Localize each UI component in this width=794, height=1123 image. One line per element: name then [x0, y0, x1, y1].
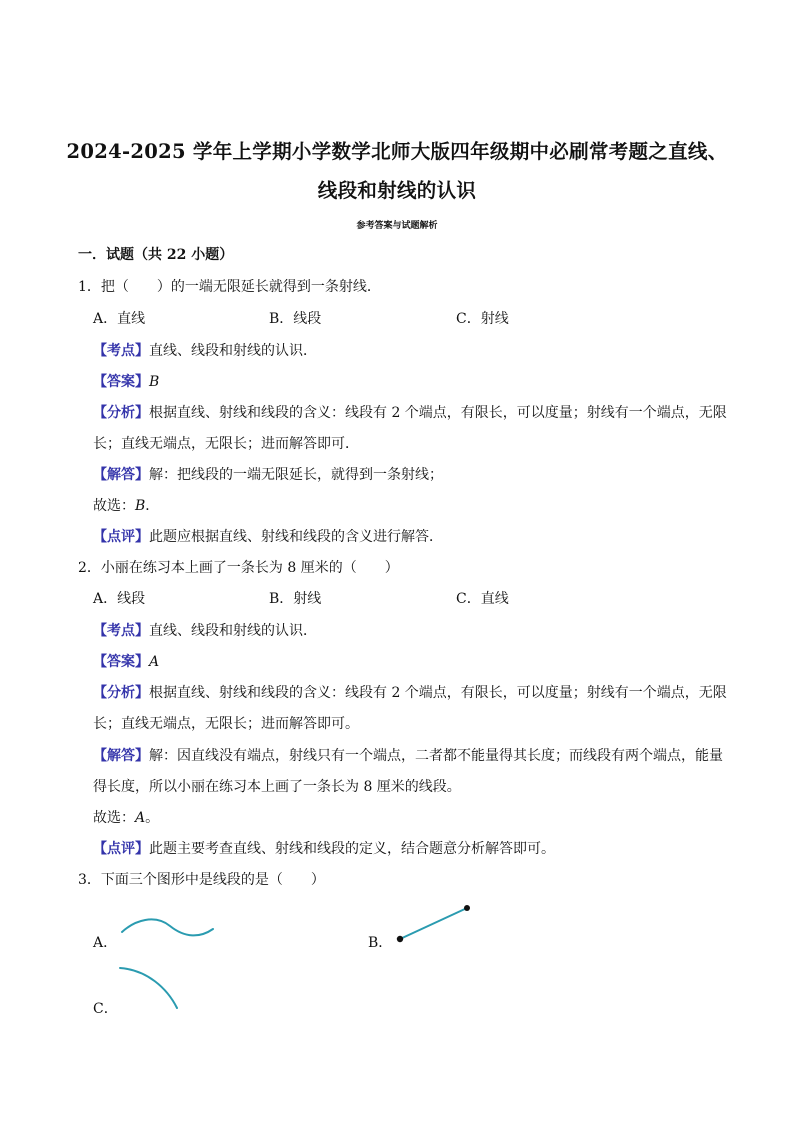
- q3-option-b: B．: [368, 935, 393, 951]
- q2-solution-line-2: 得长度，所以小丽在练习本上画了一条长为 8 厘米的线段。: [93, 779, 461, 795]
- kaodian-label: 【考点】: [93, 623, 149, 639]
- q1-analysis-text-1: 根据直线、射线和线段的含义：线段有 2 个端点，有限长，可以度量；射线有一个端点，无限: [149, 405, 727, 421]
- q1-analysis-line-1: [93, 403, 727, 423]
- q2-choice-suffix: 。: [145, 810, 160, 826]
- q2-choice: [93, 808, 159, 828]
- q2-choice-prefix: 故选：: [93, 810, 135, 826]
- fenxi-label: 【分析】: [93, 405, 149, 421]
- q1-choice-value: B: [135, 498, 146, 514]
- document-subtitle: 参考答案与试题解析: [356, 221, 438, 231]
- q3-option-a: A．: [93, 935, 118, 951]
- daan-label: 【答案】: [93, 654, 149, 670]
- fenxi-label: 【分析】: [93, 685, 149, 701]
- q2-kaodian-text: 直线、线段和射线的认识．: [149, 623, 317, 639]
- q1-solution: [93, 465, 443, 485]
- q2-solution-line-1: [93, 746, 723, 766]
- curve-figure-c: [112, 960, 188, 1016]
- daan-label: 【答案】: [93, 374, 149, 390]
- q2-answer-value: A: [149, 654, 160, 670]
- q2-stem: 2．小丽在练习本上画了一条长为 8 厘米的（ ）: [78, 560, 399, 576]
- q2-option-c: C．直线: [456, 591, 509, 607]
- q2-option-b: B．射线: [269, 591, 322, 607]
- q1-option-c: C．射线: [456, 311, 509, 327]
- q2-answer: [93, 652, 159, 672]
- q1-comment-text: 此题应根据直线、射线和线段的含义进行解答．: [149, 529, 443, 545]
- q2-solution-text-1: 解：因直线没有端点，射线只有一个端点，二者都不能量得其长度；而线段有两个端点，能量: [149, 748, 723, 764]
- q1-option-b: B．线段: [269, 311, 322, 327]
- q1-choice: [93, 496, 159, 516]
- q3-stem: 3．下面三个图形中是线段的是（ ）: [78, 872, 325, 888]
- dianping-label: 【点评】: [93, 529, 149, 545]
- q2-comment-text: 此题主要考查直线、射线和线段的定义，结合题意分析解答即可。: [149, 841, 555, 857]
- jieda-label: 【解答】: [93, 748, 149, 764]
- dianping-label: 【点评】: [93, 841, 149, 857]
- q2-option-a: A．线段: [93, 591, 146, 607]
- kaodian-label: 【考点】: [93, 343, 149, 359]
- q1-kaodian-text: 直线、线段和射线的认识．: [149, 343, 317, 359]
- q1-answer: [93, 372, 159, 392]
- q1-stem: 1．把（ ）的一端无限延长就得到一条射线．: [78, 279, 381, 295]
- q1-answer-value: B: [149, 374, 160, 390]
- q1-choice-suffix: ．: [145, 498, 160, 514]
- q1-solution-text: 解：把线段的一端无限延长，就得到一条射线；: [149, 467, 443, 483]
- q1-option-a: A．直线: [93, 311, 146, 327]
- q1-comment: [93, 527, 443, 547]
- q1-choice-prefix: 故选：: [93, 498, 135, 514]
- curve-figure-a: [110, 912, 220, 942]
- document-title-line-1: 2024-2025 学年上学期小学数学北师大版四年级期中必刷常考题之直线、: [66, 140, 728, 163]
- q2-analysis-line-1: [93, 683, 727, 703]
- line-segment-figure-b: [392, 900, 476, 948]
- q2-choice-value: A: [135, 810, 146, 826]
- q2-analysis-text-1: 根据直线、射线和线段的含义：线段有 2 个端点，有限长，可以度量；射线有一个端点，无限: [149, 685, 727, 701]
- q3-option-c: C．: [93, 1001, 118, 1017]
- q2-kaodian: [93, 621, 317, 641]
- q1-kaodian: [93, 341, 317, 361]
- document-title-line-2: 线段和射线的认识: [317, 179, 477, 202]
- jieda-label: 【解答】: [93, 467, 149, 483]
- q2-analysis-line-2: 长；直线无端点，无限长；进而解答即可。: [93, 716, 359, 732]
- q1-analysis-line-2: 长；直线无端点，无限长；进而解答即可．: [93, 436, 359, 452]
- q2-comment: [93, 839, 555, 859]
- section-heading: 一．试题（共 22 小题）: [78, 247, 234, 263]
